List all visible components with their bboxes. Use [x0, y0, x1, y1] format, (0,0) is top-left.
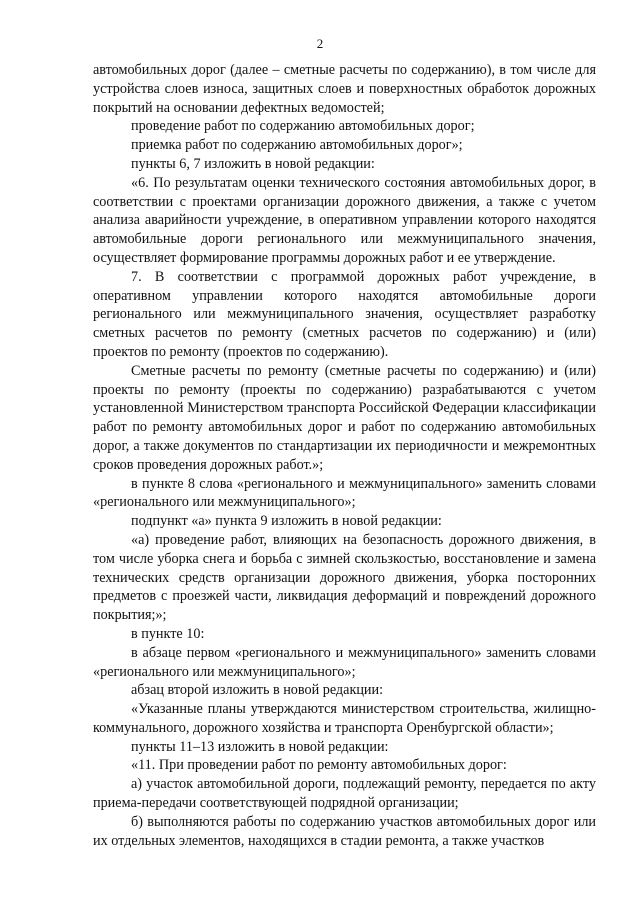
paragraph: пункты 11–13 изложить в новой редакции:: [131, 738, 389, 755]
paragraph: «Указанные планы утверждаются министерством строительства, жилищно-коммунального, дорожного хозяйства и транспорта Оренбургской области»;: [93, 701, 596, 736]
paragraph: «11. При проведении работ по ремонту автомобильных дорог:: [131, 757, 507, 774]
paragraph: проведение работ по содержанию автомобильных дорог;: [131, 118, 475, 135]
paragraph: «6. По результатам оценки технического состояния автомобильных дорог, в соответствии с проектами организации дорожного движения, а также с учетом анализа аварийности учреждение, в оперативном управлении которого находятся автомобильные дороги регионального или межмуниципального значения, осуществляет формирование программы дорожных работ и ее утверждение.: [93, 174, 596, 266]
paragraph: «а) проведение работ, влияющих на безопасность дорожного движения, в том числе уборка снега и борьба с зимней скользкостью, восстановление и замена технических средств организации дорожного движения, уборка посторонних предметов с проезжей части, ликвидация деформаций и повреждений дорожного покрытия;»;: [93, 531, 596, 624]
paragraph: б) выполняются работы по содержанию участков автомобильных дорог или их отдельных элементов, находящихся в стадии ремонта, а также участков: [93, 813, 596, 849]
paragraph: пункты 6, 7 изложить в новой редакции:: [131, 155, 375, 172]
paragraph: в пункте 8 слова «регионального и межмуниципального» заменить словами «регионального или межмуниципального»;: [93, 475, 596, 511]
document-body: [93, 61, 596, 850]
paragraph: а) участок автомобильной дороги, подлежащий ремонту, передается по акту приема-передачи соответствующей подрядной организации;: [93, 776, 596, 812]
paragraph: абзац второй изложить в новой редакции:: [131, 682, 384, 699]
paragraph: Сметные расчеты по ремонту (сметные расчеты по содержанию) и (или) проекты по ремонту (проекты по содержанию) разрабатываются с учетом установленной Министерством транспорта Российской Федерации классификации работ по ремонту автомобильных дорог и работ по содержанию автомобильных дорог, а также документов по стандартизации их периодичности и межремонтных сроков проведения дорожных работ.»;: [93, 362, 596, 473]
paragraph: автомобильных дорог (далее – сметные расчеты по содержанию), в том числе для устройства слоев износа, защитных слоев и поверхностных обработок дорожных покрытий на основании дефектных ведомостей;: [93, 62, 596, 116]
paragraph: подпункт «а» пункта 9 изложить в новой редакции:: [131, 513, 442, 530]
paragraph: приемка работ по содержанию автомобильных дорог»;: [131, 137, 463, 154]
paragraph: 7. В соответствии с программой дорожных работ учреждение, в оперативном управлении которого находятся автомобильные дороги регионального или межмуниципального значения, осуществляет разработку сметных расчетов по ремонту (сметных расчетов по содержанию) и (или) проектов по ремонту (проектов по содержанию).: [93, 268, 596, 360]
paragraph: в пункте 10:: [131, 625, 205, 642]
paragraph: в абзаце первом «регионального и межмуниципального» заменить словами «регионального или межмуниципального»;: [93, 644, 596, 680]
page-number: 2: [316, 36, 324, 51]
